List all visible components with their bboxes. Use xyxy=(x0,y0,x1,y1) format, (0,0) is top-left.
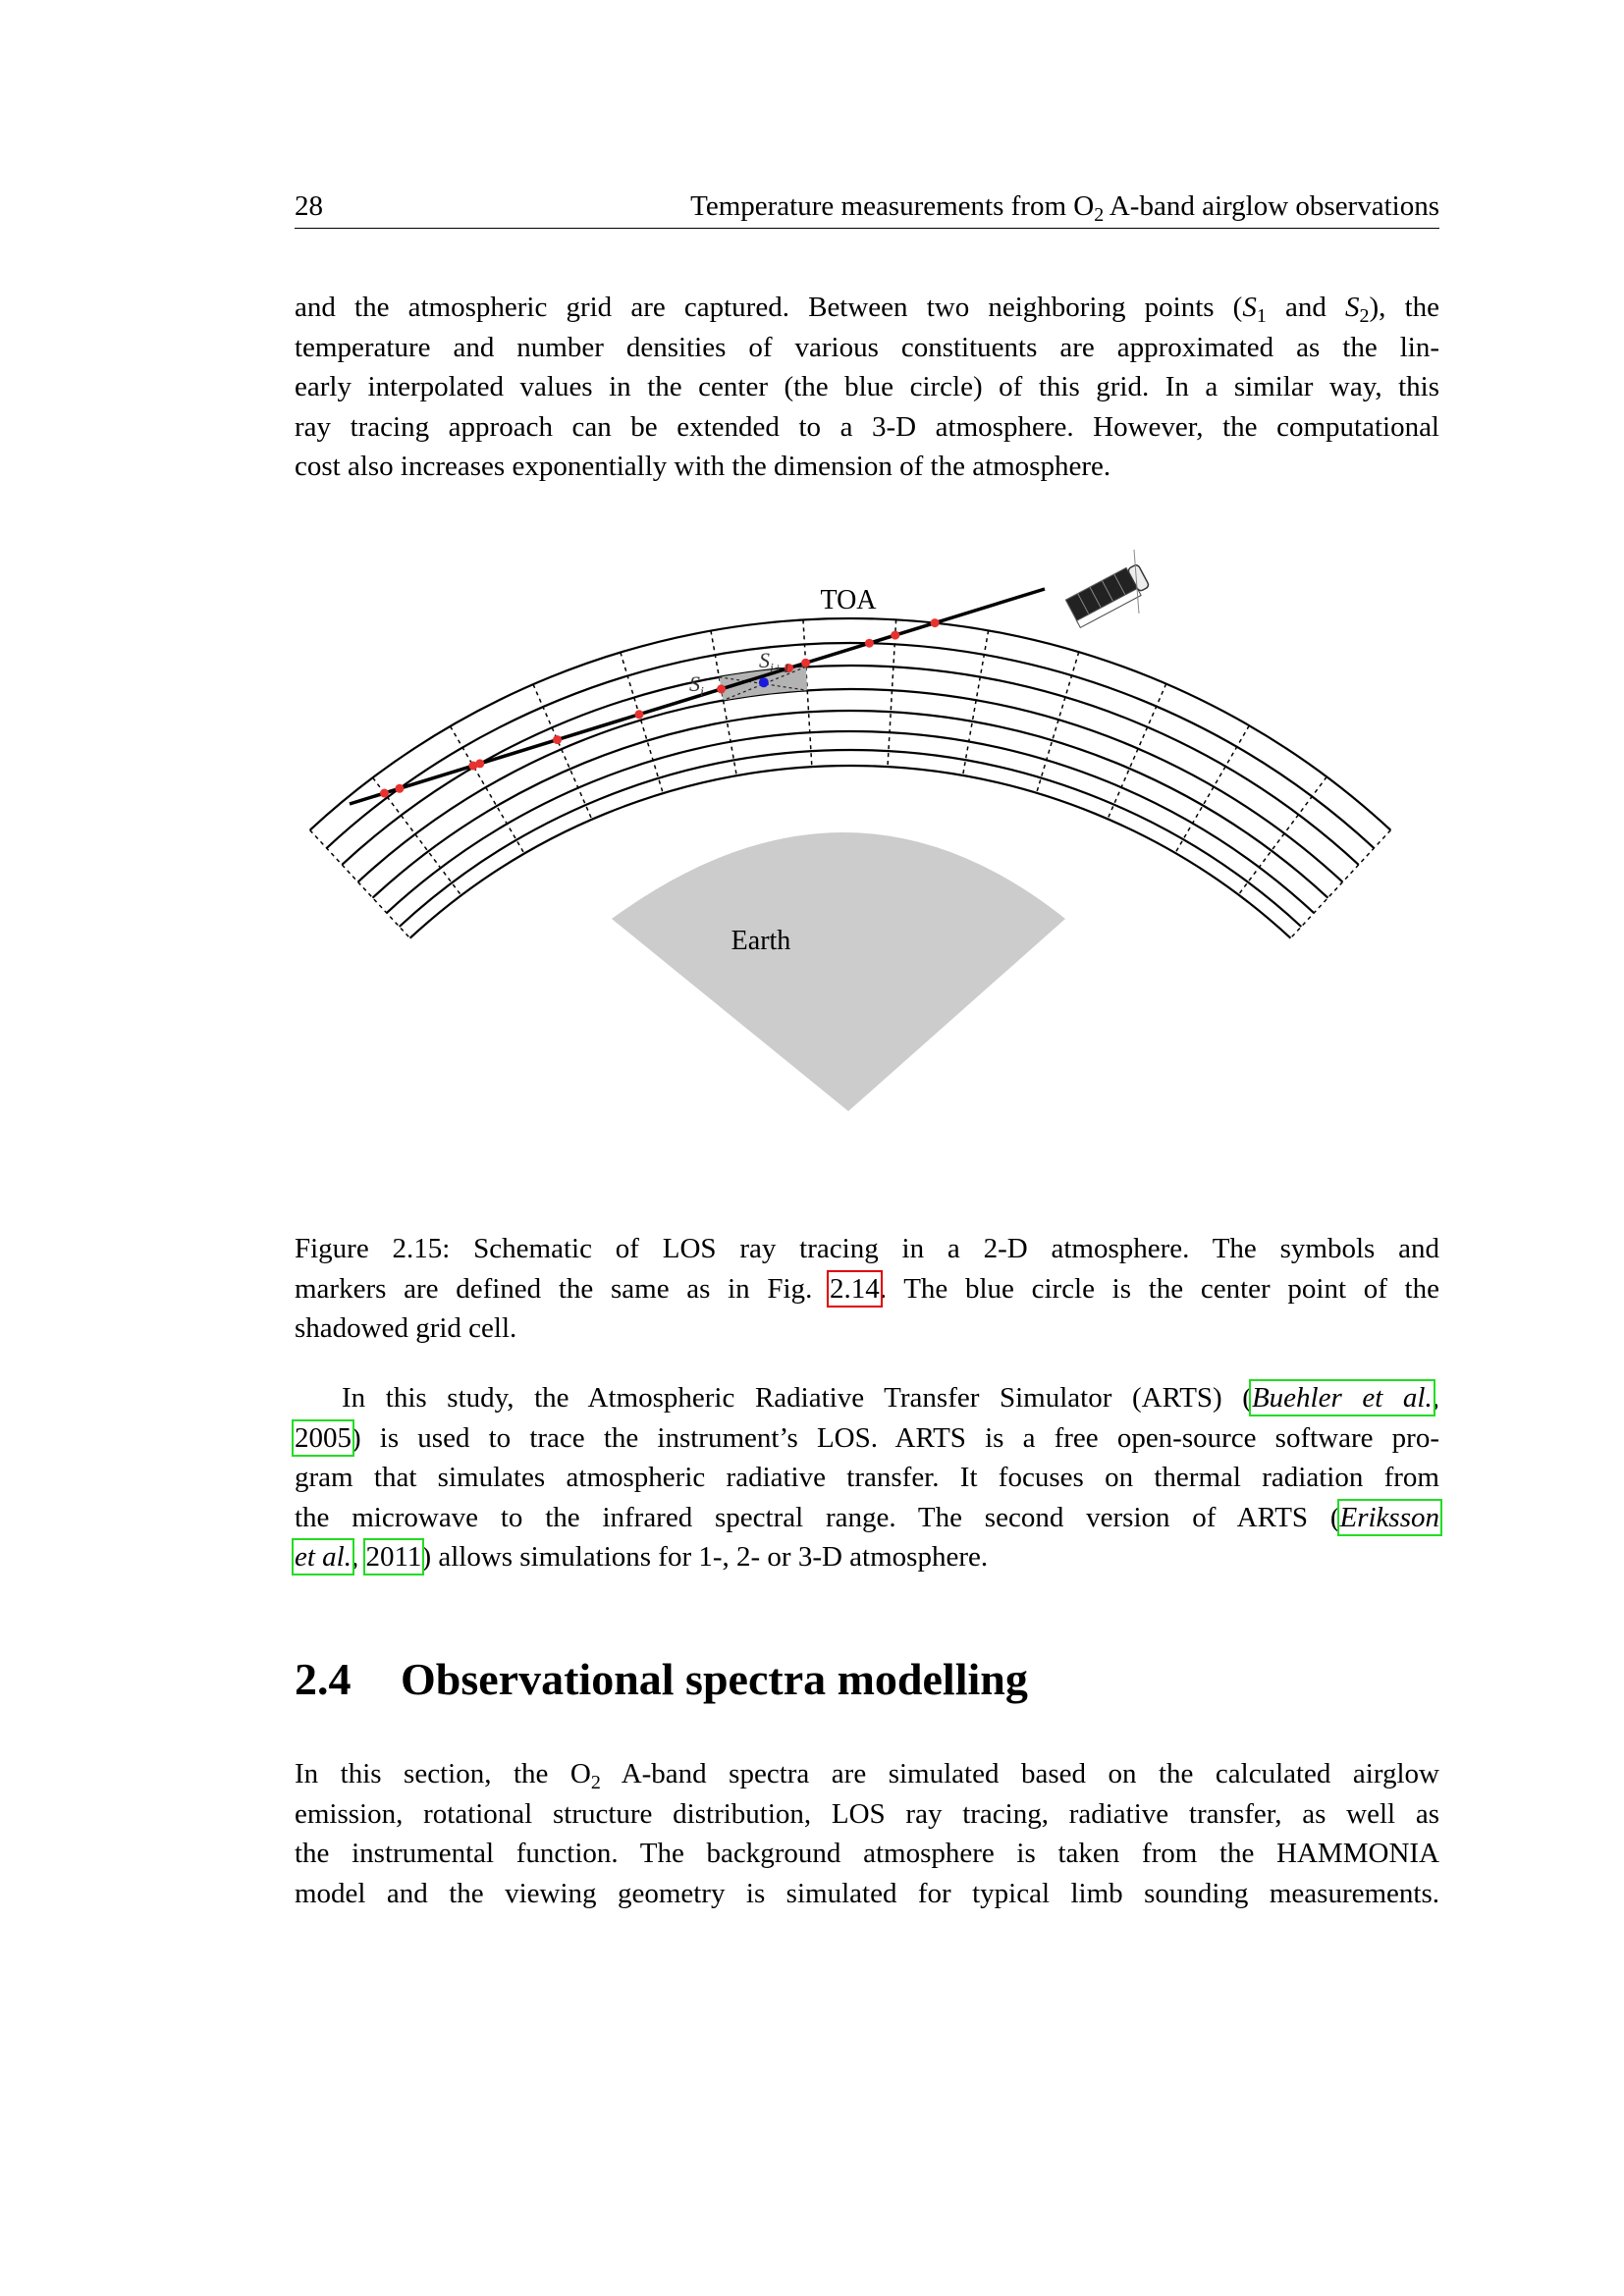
section-title: Observational spectra modelling xyxy=(401,1654,1028,1704)
text-run: the instrumental function. The background atmosphere is taken from the HAMMONIA xyxy=(295,1838,1439,1869)
satellite-body xyxy=(1065,562,1151,628)
altitude-level-arc xyxy=(327,643,1375,848)
intersection-marker xyxy=(865,639,874,648)
intersection-marker xyxy=(380,789,389,798)
text-run: A-band airglow observations xyxy=(1104,190,1439,222)
subscript: 1 xyxy=(1256,305,1267,327)
subscript: 2 xyxy=(1359,305,1370,327)
text-run: and xyxy=(1266,292,1346,323)
citation-link[interactable]: et al. xyxy=(295,1541,352,1573)
earth-label: Earth xyxy=(731,926,791,956)
toa-label: TOA xyxy=(820,585,877,615)
grid-radial-line xyxy=(1037,652,1079,793)
intersection-marker xyxy=(891,631,899,640)
text-run: , xyxy=(352,1541,366,1573)
text-line xyxy=(295,1794,1439,1835)
grid-radial-line xyxy=(1108,684,1166,820)
text-run: S xyxy=(1345,292,1360,323)
grid-radial-line xyxy=(621,653,663,794)
intersection-marker xyxy=(717,684,726,693)
subscript: 2 xyxy=(1094,204,1105,226)
text-run: model and the viewing geometry is simulated for typical limb sounding measurements. xyxy=(295,1877,1439,1909)
text-run: In this study, the Atmospheric Radiative Transfer Simulator (ARTS) ( xyxy=(342,1382,1252,1414)
grid-radial-line xyxy=(1290,830,1390,938)
text-line xyxy=(295,1834,1439,1874)
citation-link[interactable]: 2011 xyxy=(365,1541,422,1573)
text-run: shadowed grid cell. xyxy=(295,1312,517,1344)
s-i-label: $S_i$ xyxy=(689,671,704,700)
text-run: gram that simulates atmospheric radiative transfer. It focuses on thermal radiation from xyxy=(295,1462,1439,1493)
grid-radial-line xyxy=(533,684,592,820)
intersection-marker xyxy=(931,618,940,627)
text-run: Temperature measurements from O xyxy=(690,190,1095,222)
text-run: temperature and number densities of various constituents are approximated as the lin- xyxy=(295,331,1439,363)
text-run: A-band spectra are simulated based on the calculated airglow xyxy=(600,1758,1439,1789)
text-run: In this section, the O xyxy=(295,1758,591,1789)
citation-link[interactable]: Buehler et al. xyxy=(1251,1382,1433,1414)
text-run: ) is used to trace the instrument’s LOS. ARTS is a free open-source software pro- xyxy=(352,1421,1439,1454)
text-run: ), the xyxy=(1369,292,1439,323)
text-run: the microwave to the infrared spectral range. The second version of ARTS ( xyxy=(295,1501,1340,1533)
intersection-marker xyxy=(468,762,477,771)
text-run: markers are defined the same as in Fig. xyxy=(295,1272,831,1305)
text-run: emission, rotational structure distribution, LOS ray tracing, radiative transfer, as well as xyxy=(295,1797,1439,1830)
grid-radial-line xyxy=(803,619,812,767)
intersection-marker xyxy=(634,710,643,719)
satellite-icon xyxy=(1065,550,1151,627)
section-heading xyxy=(295,1652,1028,1707)
paragraph xyxy=(295,1378,1439,1577)
intersection-marker xyxy=(801,659,810,667)
text-line xyxy=(295,1874,1439,1914)
text-run: and the atmospheric grid are captured. Between two neighboring points ( xyxy=(295,292,1243,323)
text-run: , xyxy=(1432,1382,1439,1414)
text-line xyxy=(295,1308,1439,1349)
text-run: S xyxy=(1242,292,1257,323)
text-line xyxy=(295,1754,1439,1794)
intersection-marker xyxy=(553,735,562,744)
text-line xyxy=(295,1498,1439,1538)
grid-radial-line xyxy=(888,619,896,767)
intersection-marker xyxy=(395,784,404,793)
paragraph xyxy=(295,1754,1439,1913)
text-run: . The blue circle is the center point of the xyxy=(879,1272,1439,1305)
s-i1-label: $S_{i+1}$ xyxy=(759,648,790,676)
text-run: ray tracing approach can be extended to a 3-D atmosphere. However, the computational xyxy=(295,410,1439,443)
section-number: 2.4 xyxy=(295,1654,352,1704)
text-line xyxy=(295,1458,1439,1498)
text-run: ) allows simulations for 1-, 2- or 3-D atmosphere. xyxy=(421,1541,989,1573)
earth-wedge xyxy=(612,832,1065,1111)
page-number: 28 xyxy=(295,190,323,222)
text-run: cost also increases exponentially with the dimension of the atmosphere. xyxy=(295,451,1111,482)
figure-reference-link[interactable]: 2.14 xyxy=(830,1272,880,1305)
figure-caption xyxy=(295,1229,1439,1349)
text-line xyxy=(295,1418,1439,1459)
grid-center-marker xyxy=(759,677,769,687)
grid-radial-line xyxy=(310,830,410,938)
citation-link[interactable]: Eriksson xyxy=(1339,1501,1439,1533)
text-run: early interpolated values in the center (the blue circle) of this grid. In a similar way, this xyxy=(295,371,1439,402)
text-line xyxy=(295,1269,1439,1309)
text-run: Figure 2.15: Schematic of LOS ray tracing in a 2-D atmosphere. The symbols and xyxy=(295,1233,1439,1264)
text-line xyxy=(295,1537,1439,1577)
text-line xyxy=(295,1229,1439,1269)
subscript: 2 xyxy=(590,1772,601,1793)
text-line xyxy=(295,1378,1439,1418)
citation-link[interactable]: 2005 xyxy=(295,1421,352,1454)
